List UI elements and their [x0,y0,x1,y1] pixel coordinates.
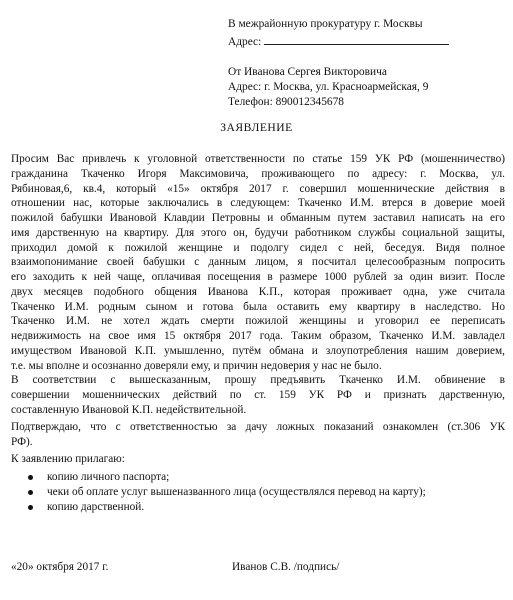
sender-address: Адрес: г. Москва, ул. Красноармейская, 9 [228,81,429,93]
paragraph-line: Рябиновая,6, кв.4, который «15» октября 2017 г. совершил мошеннические действия в [11,182,505,195]
paragraph-line: отношении нас, которые заключались в следующем: Ткаченко И.М. втерся в доверие моей [11,197,505,210]
list-item-text: копию личного паспорта; [47,471,170,483]
paragraph-line: Ткаченко И.М. не хотел ждать смерти пожилой женщины и уговорил ее переписать [11,315,505,328]
paragraph-line: его заходить к ней чаще, оплачивая посещения в размере 1000 рублей за один визит. После [11,271,505,283]
document-date: «20» октября 2017 г. [11,561,109,573]
bullet-icon [28,505,33,510]
paragraph-line: пожилой бабушки Ивановой Клавдии Петровны и обманным путем заставил написать на его [11,212,505,224]
list-item-text: чеки об оплате услуг вышеназванного лица (осуществлялся перевод на карту); [47,486,426,499]
paragraph-line: Просим Вас привлечь к уголовной ответственности по статье 159 УК РФ (мошенничество) [11,153,505,165]
paragraph-line: имуществом Ивановой К.П. умышленно, путём обмана и злоупотребления нашим доверием, [11,344,505,357]
paragraph-line: взаимопонимание своей бабушки с данным лицом, я посчитал целесообразным попросить [11,256,505,269]
recipient-address-row [228,33,449,51]
attachments-list [11,470,505,516]
paragraph-line: недвижимость на свое имя 15 октября 2017 года. Таким образом, Ткаченко И.М. завладел [11,330,505,342]
paragraph-line: двух месяцев подобного общения Иванова К.П., которая проживает одна, уже считала [11,285,505,298]
paragraph-line: т.е. мы вполне и осознанно доверяли ему, и причин недоверия у нас не было. [11,359,382,372]
paragraph-line: имя дарственную на квартиру. Для этого он, будучи работником службы социальной защиты, [11,226,505,239]
recipient-address-blank [264,33,449,45]
recipient-line: В межрайонную прокуратуру г. Москвы [228,18,423,30]
list-item-text: копию дарственной. [47,501,145,514]
paragraph-line: Подтверждаю, что с ответственностью за дачу ложных показаний ознакомлен (ст.306 УК [11,421,505,433]
paragraph-line: Ткаченко И.М. родным сыном и готова была оставить ему квартиру в наследство. Но [11,300,505,313]
recipient-address-label: Адрес: [228,36,262,48]
paragraph-line: гражданина Ткаченко Игоря Максимовича, проживающего по адресу: г. Москва, ул. [11,167,505,180]
paragraph-main [11,152,505,418]
bullet-icon [28,475,33,480]
bullet-icon [28,490,33,495]
paragraph-line: составленную Ивановой К.П. недействительной. [11,403,247,416]
paragraph-line: РФ). [11,435,33,448]
list-item [11,485,505,500]
paragraph-line: совершении мошеннических действий по ст. 159 УК РФ и признать дарственную, [11,389,505,401]
sender-phone: Телефон: 890012345678 [228,96,344,108]
paragraph-line: приходил домой к пожилой женщине и подолгу сидел с ней, беседуя. Видя полное [11,241,505,254]
paragraph-line: В соответствии с вышесказанным, прошу предъявить Ткаченко И.М. обвинение в [11,374,505,387]
list-item [11,500,505,515]
signature: Иванов С.В. /подпись/ [232,561,340,573]
paragraph-confirmation [11,420,505,450]
attachments-intro: К заявлению прилагаю: [11,453,125,465]
sender-name: От Иванова Сергея Викторовича [228,66,387,78]
document-title: ЗАЯВЛЕНИЕ [220,121,293,134]
list-item [11,470,505,485]
